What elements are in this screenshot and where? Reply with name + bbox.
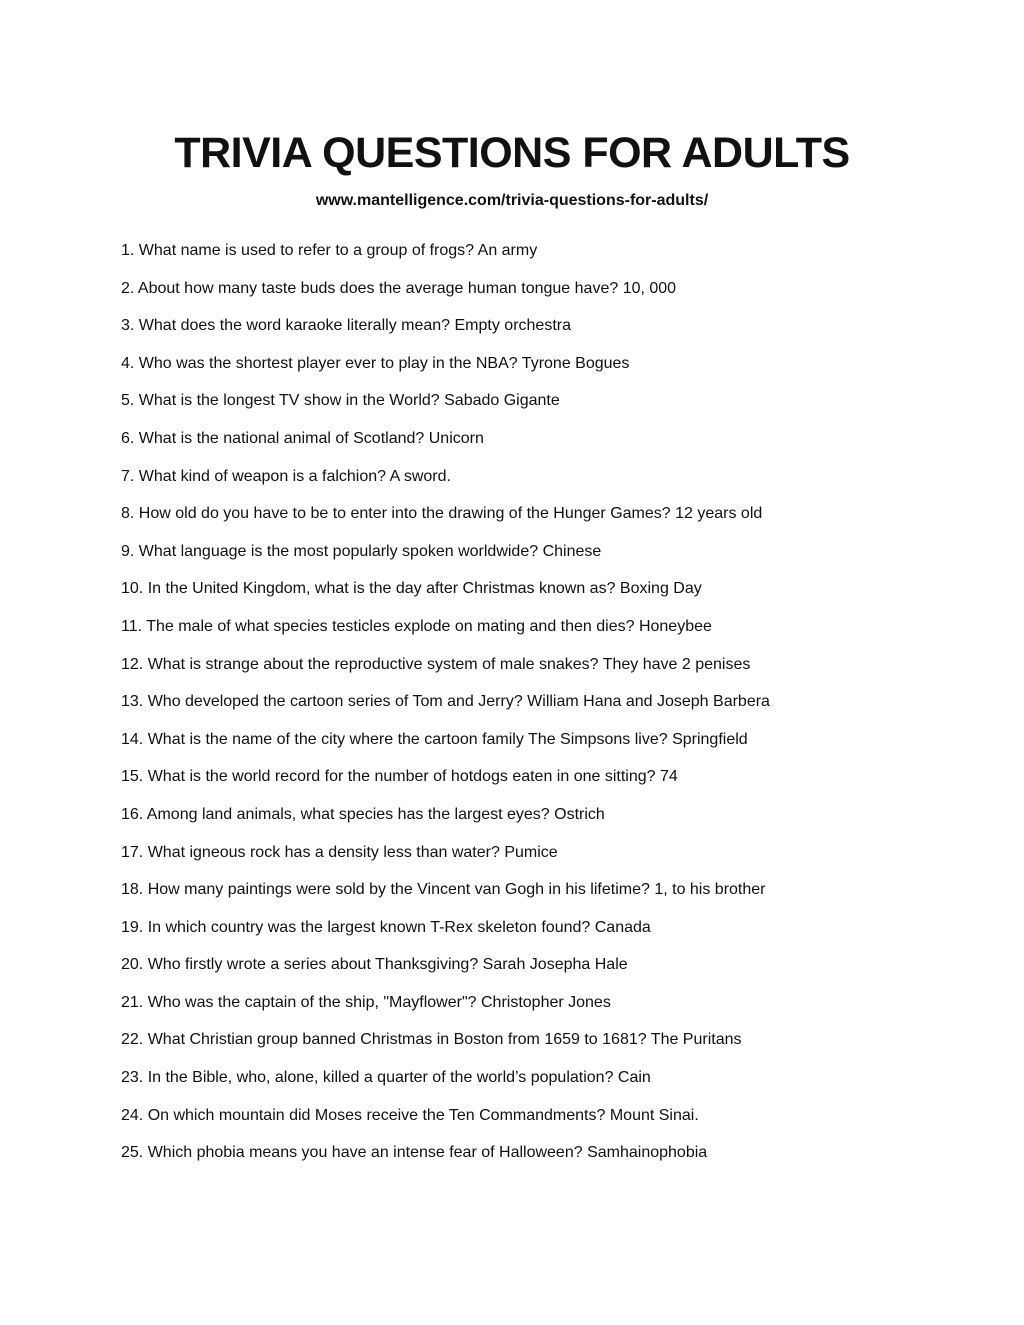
question-item: 11. The male of what species testicles explode on mating and then dies? Honeybee	[121, 617, 712, 635]
question-item: 25. Which phobia means you have an intense fear of Halloween? Samhainophobia	[121, 1144, 708, 1162]
source-url: www.mantelligence.com/trivia-questions-for-adults/	[315, 192, 709, 209]
question-item: 2. About how many taste buds does the average human tongue have? 10, 000	[121, 279, 677, 297]
question-list	[121, 240, 981, 1180]
question-item: 14. What is the name of the city where the cartoon family The Simpsons live? Springfield	[121, 730, 748, 748]
question-item: 10. In the United Kingdom, what is the day after Christmas known as? Boxing Day	[121, 580, 702, 598]
question-item: 19. In which country was the largest known T-Rex skeleton found? Canada	[121, 918, 651, 936]
question-item: 23. In the Bible, who, alone, killed a quarter of the world’s population? Cain	[121, 1069, 651, 1087]
question-item: 4. Who was the shortest player ever to play in the NBA? Tyrone Bogues	[121, 354, 630, 372]
question-item: 8. How old do you have to be to enter into the drawing of the Hunger Games? 12 years old	[121, 505, 763, 523]
question-item: 13. Who developed the cartoon series of Tom and Jerry? William Hana and Joseph Barbera	[121, 693, 770, 711]
question-item: 21. Who was the captain of the ship, "Mayflower"? Christopher Jones	[121, 993, 611, 1011]
question-item: 5. What is the longest TV show in the World? Sabado Gigante	[121, 392, 560, 410]
question-item: 1. What name is used to refer to a group of frogs? An army	[121, 242, 538, 259]
question-item: 7. What kind of weapon is a falchion? A sword.	[121, 467, 451, 485]
question-item: 22. What Christian group banned Christmas in Boston from 1659 to 1681? The Puritans	[121, 1031, 742, 1049]
question-item: 18. How many paintings were sold by the Vincent van Gogh in his lifetime? 1, to his brother	[121, 881, 766, 899]
page-title: TRIVIA QUESTIONS FOR ADULTS	[174, 129, 850, 177]
question-item: 3. What does the word karaoke literally mean? Empty orchestra	[121, 317, 571, 335]
question-item: 6. What is the national animal of Scotland? Unicorn	[121, 429, 484, 447]
question-item: 20. Who firstly wrote a series about Thanksgiving? Sarah Josepha Hale	[121, 956, 628, 974]
question-item: 24. On which mountain did Moses receive the Ten Commandments? Mount Sinai.	[121, 1106, 699, 1124]
question-item: 12. What is strange about the reproductive system of male snakes? They have 2 penises	[121, 655, 751, 673]
question-item: 15. What is the world record for the number of hotdogs eaten in one sitting? 74	[121, 768, 678, 786]
question-item: 9. What language is the most popularly spoken worldwide? Chinese	[121, 542, 602, 560]
question-item: 16. Among land animals, what species has the largest eyes? Ostrich	[121, 805, 605, 823]
question-item: 17. What igneous rock has a density less than water? Pumice	[121, 843, 558, 861]
